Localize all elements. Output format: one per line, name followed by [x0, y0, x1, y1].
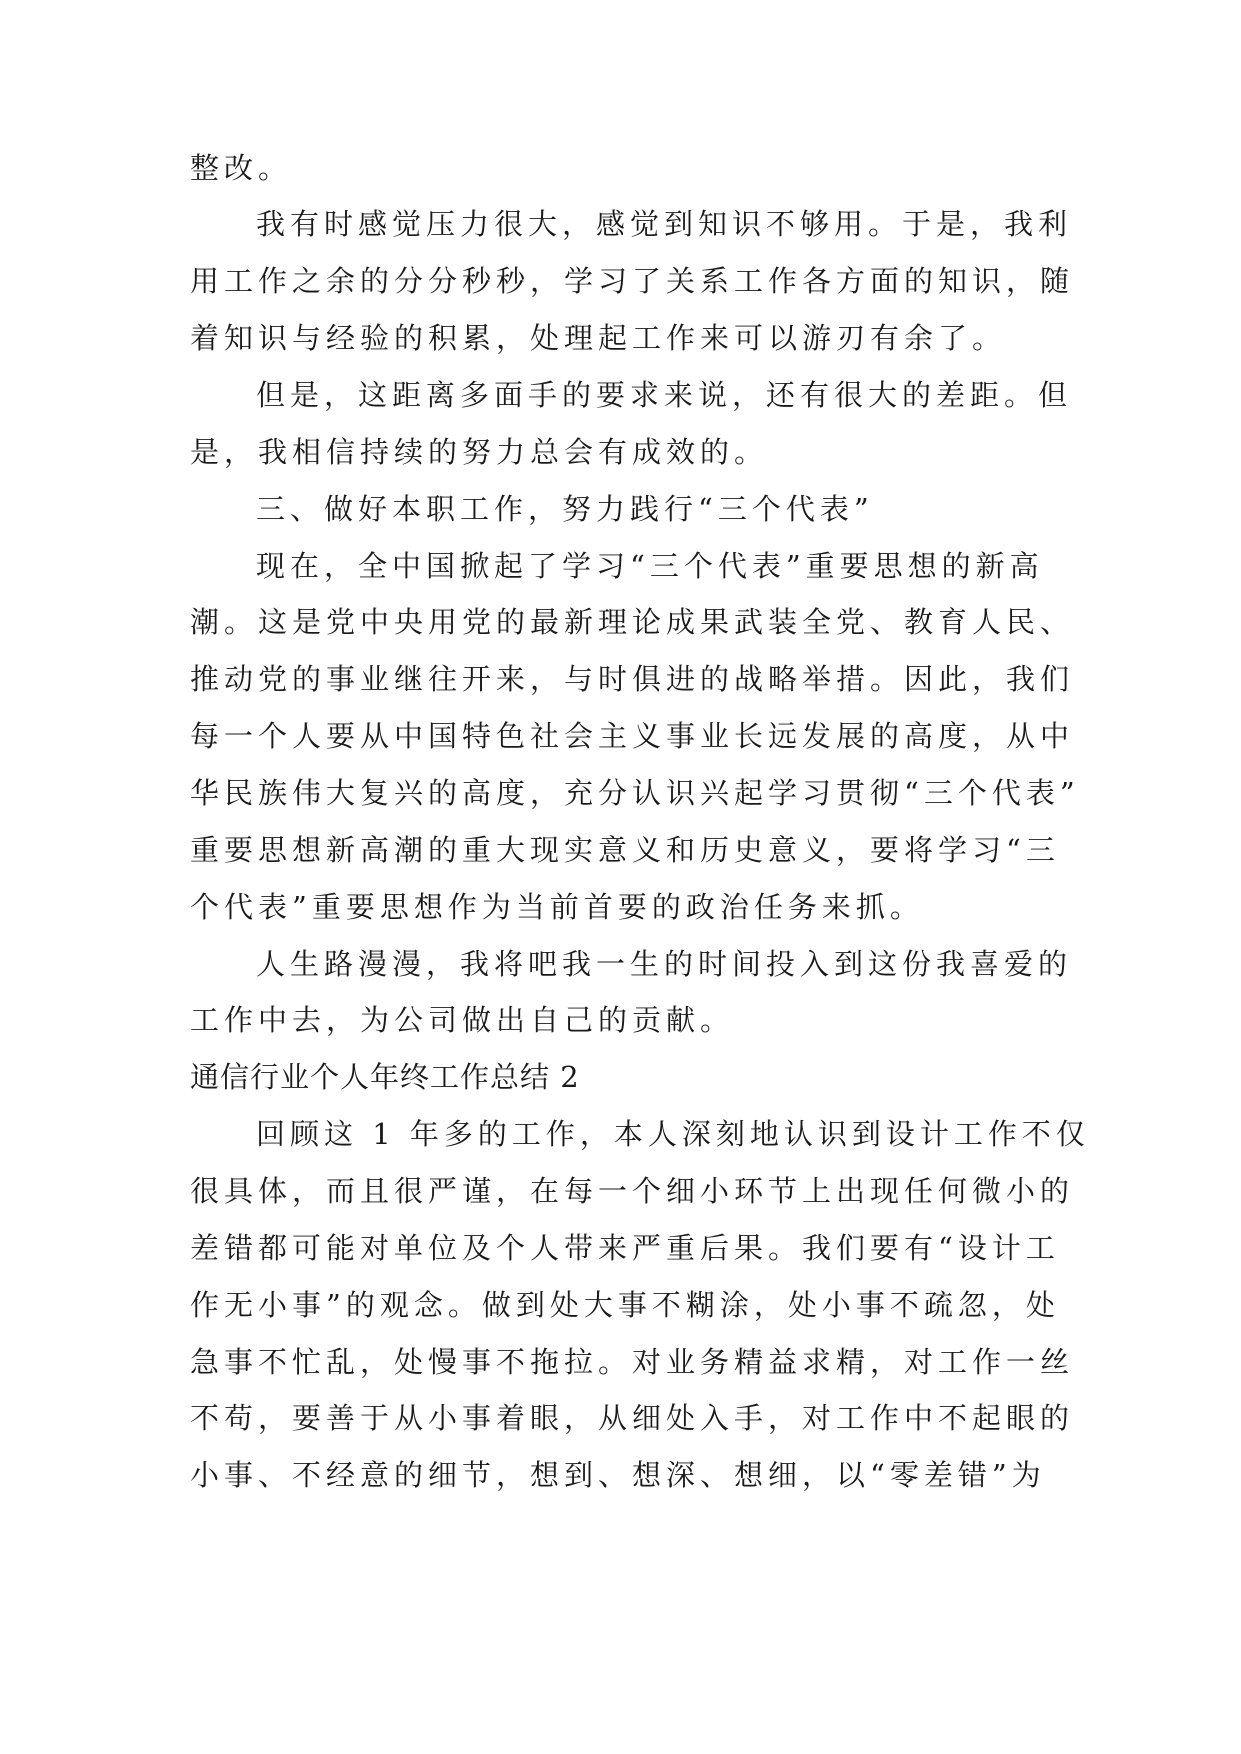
text-line: 我有时感觉压力很大，感觉到知识不够用。于是，我利: [256, 207, 1073, 241]
text-line: 不苟，要善于从小事着眼，从细处入手，对工作中不起眼的: [190, 1401, 1075, 1435]
text-line: 回顾这 1 年多的工作，本人深刻地认识到设计工作不仅: [256, 1117, 1090, 1151]
text-line: 推动党的事业继往开来，与时俱进的战略举措。因此，我们: [190, 662, 1075, 696]
section-heading: 三、做好本职工作，努力践行“三个代表”: [256, 492, 874, 526]
text-line: 着知识与经验的积累，处理起工作来可以游刃有余了。: [190, 321, 1007, 355]
text-line: 差错都可能对单位及个人带来严重后果。我们要有“设计工: [190, 1231, 1060, 1265]
text-line: 人生路漫漫，我将吧我一生的时间投入到这份我喜爱的: [256, 947, 1073, 981]
text-line: 是，我相信持续的努力总会有成效的。: [190, 435, 769, 469]
text-line: 整改。: [190, 151, 293, 185]
text-line: 华民族伟大复兴的高度，充分认识兴起学习贯彻“三个代表”: [190, 776, 1080, 810]
text-line: 工作中去，为公司做出自己的贡献。: [190, 1003, 735, 1037]
text-line: 小事、不经意的细节，想到、想深、想细，以“零差错”为: [190, 1458, 1046, 1492]
text-line: 急事不忙乱，处慢事不拖拉。对业务精益求精，对工作一丝: [190, 1345, 1075, 1379]
text-line: 每一个人要从中国特色社会主义事业长远发展的高度，从中: [190, 719, 1075, 753]
text-line: 现在，全中国掀起了学习“三个代表”重要思想的新高: [256, 549, 1044, 583]
text-line: 很具体，而且很严谨，在每一个细小环节上出现任何微小的: [190, 1174, 1075, 1208]
text-line: 用工作之余的分分秒秒，学习了关系工作各方面的知识，随: [190, 264, 1075, 298]
text-line: 作无小事”的观念。做到处大事不糊涂，处小事不疏忽，处: [190, 1288, 1060, 1322]
document-title: 通信行业个人年终工作总结 2: [190, 1060, 580, 1094]
text-line: 个代表”重要思想作为当前首要的政治任务来抓。: [190, 890, 924, 924]
text-line: 潮。这是党中央用党的最新理论成果武装全党、教育人民、: [190, 605, 1075, 639]
text-line: 但是，这距离多面手的要求来说，还有很大的差距。但: [256, 378, 1073, 412]
text-line: 重要思想新高潮的重大现实意义和历史意义，要将学习“三: [190, 833, 1060, 867]
